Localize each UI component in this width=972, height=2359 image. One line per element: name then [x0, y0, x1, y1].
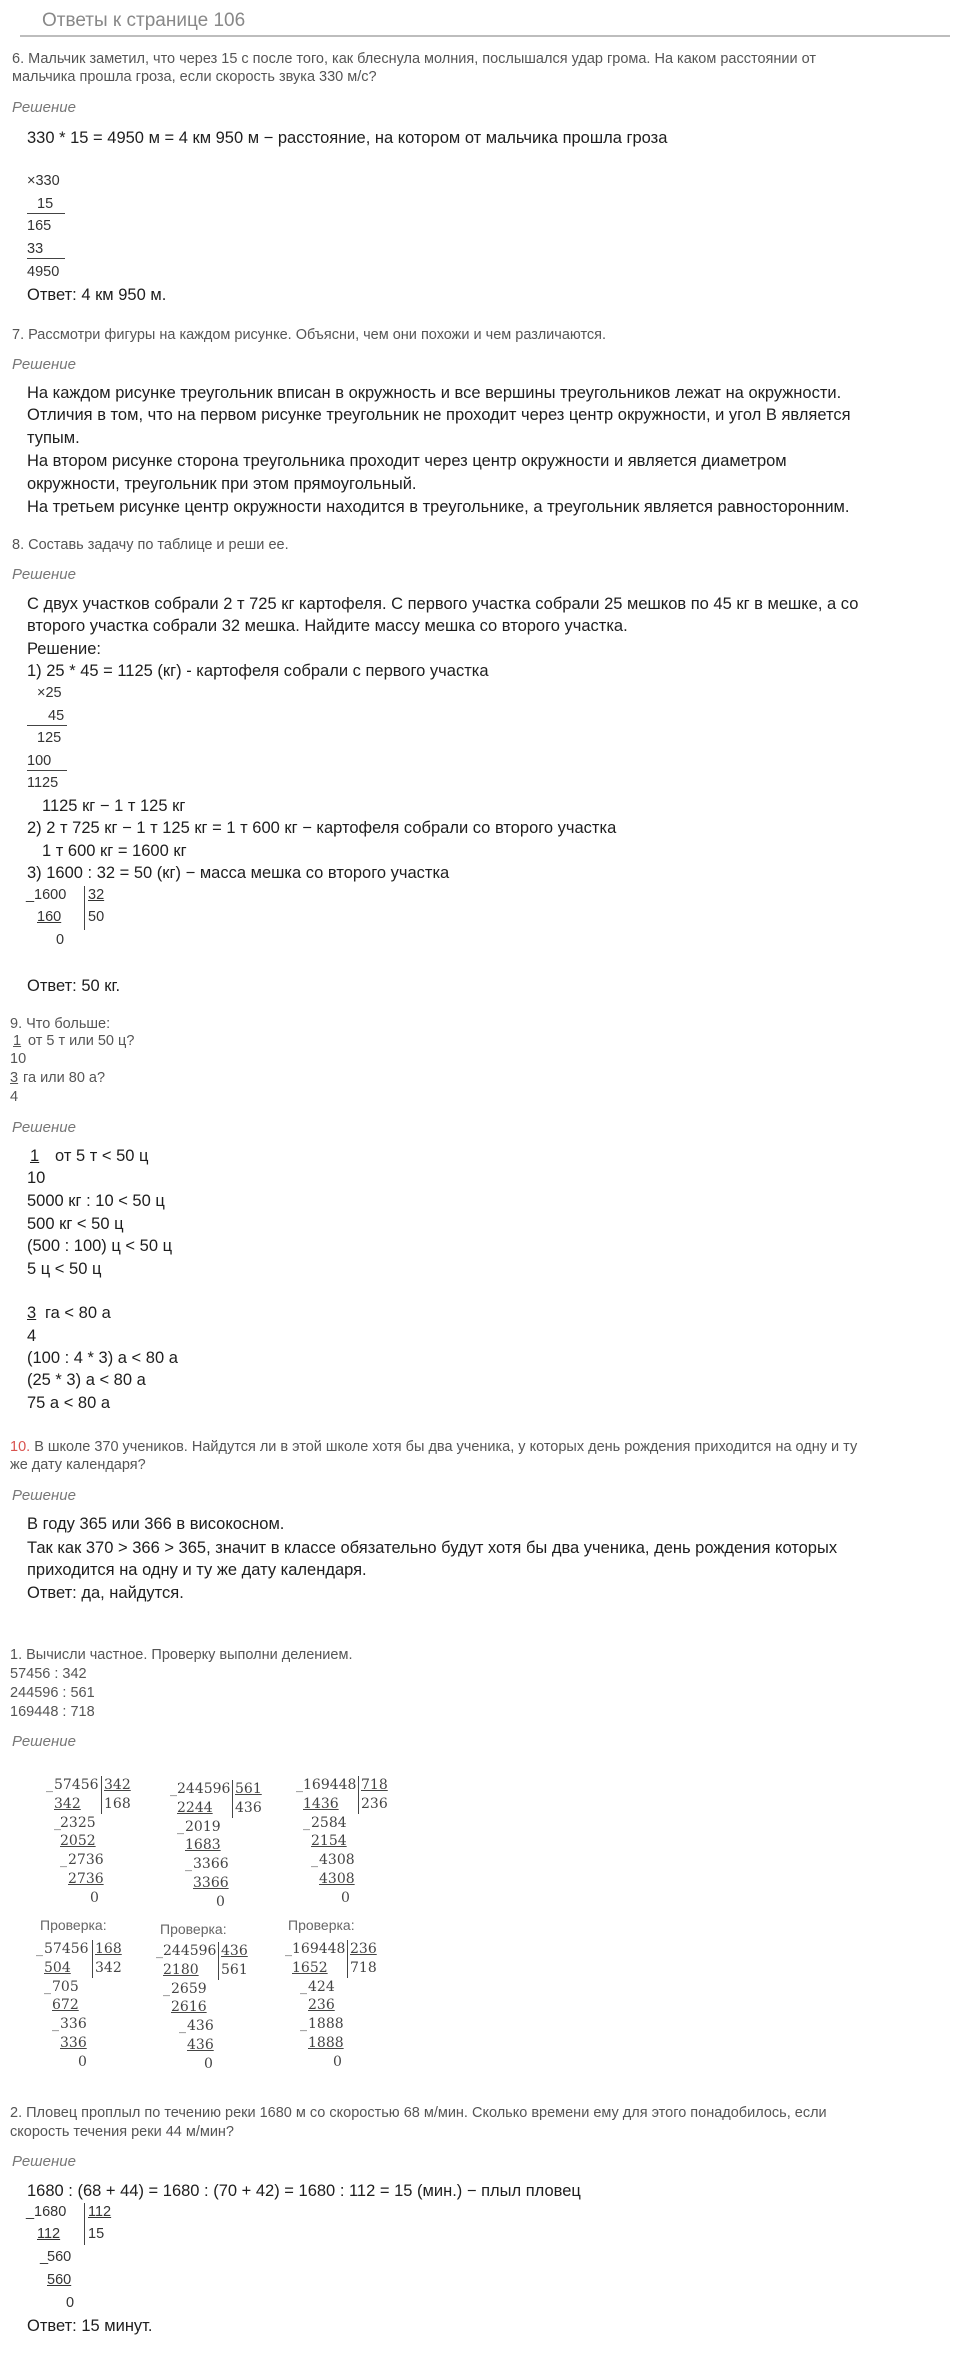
task2-solution-label: Решение [12, 2153, 76, 2170]
div1-minus2: _ [54, 1815, 61, 1831]
div1-sub2: 2052 [60, 1833, 96, 1849]
task9-q2-den: 4 [10, 1089, 19, 1105]
chk1-minus2: _ [44, 1979, 51, 1995]
task7-text-1: Отличия в том, что на первом рисунке треугольник не проходит через центр окружности, и угол B является [27, 406, 851, 424]
task2-div-quotient: 15 [88, 2226, 105, 2242]
task9-a2-line-1: (25 * 3) а < 80 а [27, 1371, 146, 1389]
task6-col-0: ×330 [27, 173, 60, 189]
task6-col-rule2 [27, 258, 65, 259]
task2-div-bar [84, 2203, 85, 2245]
check-label-3: Проверка: [288, 1917, 355, 1933]
task2-div-minus: _ [26, 2204, 35, 2220]
task8-text-3: 1) 25 * 45 = 1125 (кг) - картофеля собрали с первого участка [27, 662, 489, 680]
task10-solution-label: Решение [12, 1487, 76, 1504]
task8-div-minus: _ [26, 887, 35, 903]
div1-quotient: 168 [104, 1796, 131, 1812]
task9-q1-text: от 5 т или 50 ц? [28, 1033, 135, 1049]
div3-minus: _ [296, 1777, 303, 1793]
chk3-minus: _ [285, 1941, 292, 1957]
div2-sub2: 1683 [185, 1837, 221, 1853]
chk3-sub1: 1652 [292, 1960, 328, 1976]
task8-text2-2: 1 т 600 кг = 1600 кг [42, 842, 187, 860]
task10-text-0: В году 365 или 366 в високосном. [27, 1515, 285, 1533]
task9-a1-line-3: 5 ц < 50 ц [27, 1260, 102, 1278]
task10-text-1: Так как 370 > 366 > 365, значит в классе обязательно будут хотя бы два ученика, день рождения которых [27, 1539, 838, 1557]
task7-text-5: На третьем рисунке центр окружности находится в треугольнике, а треугольник является равносторонним. [27, 498, 850, 516]
task8-text-0: С двух участков собрали 2 т 725 кг картофеля. С первого участка собрали 25 мешков по 45 кг в мешке, а со [27, 595, 859, 613]
task6-col-3: 33 [27, 241, 44, 257]
task9-line1: 9. Что больше: [10, 1016, 111, 1032]
task2-div-sub2: 560 [47, 2272, 72, 2288]
task6-col-rule [27, 213, 65, 214]
div2-dividend: 244596 [177, 1781, 231, 1797]
task8-div-quotient: 50 [88, 909, 105, 925]
task8-line1: 8. Составь задачу по таблице и реши ее. [12, 537, 289, 553]
chk3-rem1: 424 [308, 1979, 335, 1995]
div1-sub1: 342 [54, 1796, 81, 1812]
task9-q1-den: 10 [10, 1051, 27, 1067]
task8-mult-rule [27, 725, 67, 726]
div3-minus2: _ [303, 1815, 310, 1831]
task8-mult-4: 1125 [27, 775, 59, 791]
task1-expr-2: 169448 : 718 [10, 1704, 95, 1720]
div3-minus3: _ [311, 1852, 318, 1868]
chk2-minus2: _ [163, 1981, 170, 1997]
chk1-minus: _ [36, 1941, 43, 1957]
task2-line2: скорость течения реки 44 м/мин? [10, 2124, 234, 2140]
chk2-rem1: 2659 [171, 1981, 207, 1997]
chk2-dividend: 244596 [163, 1943, 217, 1959]
task9-a1-num: 1 [30, 1147, 40, 1165]
div1-bar [101, 1776, 102, 1814]
chk3-sub2: 236 [308, 1997, 335, 2013]
task1-line1: 1. Вычисли частное. Проверку выполни делением. [10, 1647, 353, 1663]
div3-rem2: 4308 [319, 1852, 355, 1868]
div3-bar [358, 1776, 359, 1814]
div1-minus3: _ [60, 1852, 67, 1868]
chk3-divisor: 236 [350, 1941, 377, 1957]
task2-div-divisor: 112 [88, 2204, 112, 2220]
chk2-sub2: 2616 [171, 1999, 207, 2015]
task8-div-divisor: 32 [88, 887, 105, 903]
task8-mult-3: 100 [27, 753, 52, 769]
div2-rem2: 3366 [193, 1856, 229, 1872]
chk3-quotient: 718 [350, 1960, 377, 1976]
task6-main: 330 * 15 = 4950 м = 4 км 950 м − расстояние, на котором от мальчика прошла гроза [27, 129, 668, 147]
task10-line2: же дату календаря? [10, 1457, 146, 1473]
task7-line1: 7. Рассмотри фигуры на каждом рисунке. Объясни, чем они похожи и чем различаются. [12, 327, 607, 343]
task6-line1: 6. Мальчик заметил, что через 15 с после того, как блеснула молния, послышался удар грома. На каком расстоянии от [12, 51, 816, 67]
task9-a2-line-2: 75 а < 80 а [27, 1394, 111, 1412]
task9-a1-line-0: 5000 кг : 10 < 50 ц [27, 1192, 165, 1210]
check-label-2: Проверка: [160, 1921, 227, 1937]
task8-div-sub: 160 [37, 909, 62, 925]
task1-expr-0: 57456 : 342 [10, 1666, 87, 1682]
div1-minus: _ [46, 1777, 53, 1793]
chk1-sub2: 672 [52, 1997, 79, 2013]
task8-solution-label: Решение [12, 566, 76, 583]
chk3-bar [347, 1940, 348, 1978]
task8-mult-2: 125 [37, 730, 62, 746]
chk2-minus: _ [156, 1943, 163, 1959]
task10-line1-text: В школе 370 учеников. Найдутся ли в этой школе хотя бы два ученика, у которых день рождения приходится на одну и ту [30, 1439, 858, 1455]
task8-text2-1: 2) 2 т 725 кг − 1 т 125 кг = 1 т 600 кг − картофеля собрали со второго участка [27, 819, 617, 837]
task8-mult-rule2 [27, 770, 67, 771]
chk1-dividend: 57456 [44, 1941, 89, 1957]
task10-text-2: приходится на одну и ту же дату календаря. [27, 1561, 367, 1579]
task1-solution-label: Решение [12, 1733, 76, 1750]
task2-div-minus2: _ [40, 2249, 49, 2265]
task8-text2-0: 1125 кг − 1 т 125 кг [42, 797, 186, 815]
div3-rem1: 2584 [311, 1815, 347, 1831]
div3-quotient: 236 [361, 1796, 388, 1812]
chk3-rem2: 1888 [308, 2016, 344, 2032]
chk2-divisor: 436 [221, 1943, 248, 1959]
task9-a1-den: 10 [27, 1169, 46, 1187]
task9-q2-text: га или 80 а? [23, 1070, 106, 1086]
div3-sub3: 4308 [319, 1871, 355, 1887]
div1-sub3: 2736 [68, 1871, 104, 1887]
chk1-rem1: 705 [52, 1979, 79, 1995]
chk2-minus3: _ [179, 2018, 186, 2034]
chk2-rest: 0 [204, 2056, 213, 2072]
div1-dividend: 57456 [54, 1777, 99, 1793]
task8-div-rest: 0 [56, 932, 65, 948]
task2-answer: Ответ: 15 минут. [27, 2317, 153, 2335]
task7-solution-label: Решение [12, 356, 76, 373]
task10-line1 [10, 1440, 857, 1455]
div1-rest: 0 [90, 1890, 99, 1906]
task2-div-rem1: 560 [47, 2249, 72, 2265]
div2-minus3: _ [185, 1856, 192, 1872]
div2-sub1: 2244 [177, 1800, 213, 1816]
chk2-bar [218, 1942, 219, 1980]
chk1-sub1: 504 [44, 1960, 71, 1976]
task9-a1-text: от 5 т < 50 ц [55, 1147, 149, 1165]
title-divider [20, 35, 950, 37]
chk3-sub3: 1888 [308, 2035, 344, 2051]
div3-divisor: 718 [361, 1777, 388, 1793]
chk3-dividend: 169448 [292, 1941, 346, 1957]
div1-divisor: 342 [104, 1777, 131, 1793]
task10-number: 10. [10, 1439, 31, 1455]
task6-line2: мальчика прошла гроза, если скорость звука 330 м/с? [12, 69, 377, 85]
task8-div-bar [84, 886, 85, 930]
task9-a1-line-2: (500 : 100) ц < 50 ц [27, 1237, 173, 1255]
task10-text-3: Ответ: да, найдутся. [27, 1584, 184, 1602]
div2-sub3: 3366 [193, 1875, 229, 1891]
task2-div-dividend: 1680 [34, 2204, 67, 2220]
chk3-minus2: _ [300, 1979, 307, 1995]
chk2-sub3: 436 [187, 2037, 214, 2053]
task1-expr-1: 244596 : 561 [10, 1685, 95, 1701]
task8-mult-1: 45 [48, 708, 65, 724]
task6-col-4: 4950 [27, 264, 60, 280]
chk3-minus3: _ [300, 2016, 307, 2032]
chk3-rest: 0 [333, 2054, 342, 2070]
div1-rem2: 2736 [68, 1852, 104, 1868]
task2-main: 1680 : (68 + 44) = 1680 : (70 + 42) = 1680 : 112 = 15 (мин.) − плыл пловец [27, 2182, 581, 2200]
task9-a1-line-1: 500 кг < 50 ц [27, 1215, 124, 1233]
task8-text-1: второго участка собрали 32 мешка. Найдите массу мешка со второго участка. [27, 617, 628, 635]
task7-text-0: На каждом рисунке треугольник вписан в окружность и все вершины треугольников лежат на окружности. [27, 384, 842, 402]
div2-minus: _ [170, 1781, 177, 1797]
task9-a2-num: 3 [27, 1304, 37, 1322]
task8-answer: Ответ: 50 кг. [27, 977, 121, 995]
task8-mult-0: ×25 [37, 685, 62, 701]
task9-q2-num: 3 [10, 1070, 19, 1086]
div2-rest: 0 [216, 1894, 225, 1910]
chk1-rem2: 336 [60, 2016, 87, 2032]
page-title: Ответы к странице 106 [42, 10, 246, 31]
task2-div-sub1: 112 [37, 2226, 61, 2242]
chk1-rest: 0 [78, 2054, 87, 2070]
task7-text-4: окружности, треугольник при этом прямоугольный. [27, 475, 417, 493]
chk1-bar [92, 1940, 93, 1978]
chk2-quotient: 561 [221, 1962, 248, 1978]
check-label-1: Проверка: [40, 1917, 107, 1933]
chk1-quotient: 342 [95, 1960, 122, 1976]
div2-rem1: 2019 [185, 1819, 221, 1835]
div2-divisor: 561 [235, 1781, 262, 1797]
div3-dividend: 169448 [303, 1777, 357, 1793]
div2-quotient: 436 [235, 1800, 262, 1816]
task9-a2-line-0: (100 : 4 * 3) а < 80 а [27, 1349, 178, 1367]
task6-col-2: 165 [27, 218, 52, 234]
task8-text2-3: 3) 1600 : 32 = 50 (кг) − масса мешка со второго участка [27, 864, 450, 882]
task7-text-3: На втором рисунке сторона треугольника проходит через центр окружности и является диаметром [27, 452, 787, 470]
div1-rem1: 2325 [60, 1815, 96, 1831]
div2-bar [232, 1780, 233, 1818]
div3-sub2: 2154 [311, 1833, 347, 1849]
task9-q1-num: 1 [13, 1033, 22, 1049]
task9-a2-text: га < 80 а [45, 1304, 111, 1322]
div3-sub1: 1436 [303, 1796, 339, 1812]
task6-solution-label: Решение [12, 99, 76, 116]
chk2-rem2: 436 [187, 2018, 214, 2034]
div3-rest: 0 [341, 1890, 350, 1906]
task8-div-dividend: 1600 [34, 887, 67, 903]
task9-solution-label: Решение [12, 1119, 76, 1136]
task8-text-2: Решение: [27, 640, 101, 658]
task7-text-2: тупым. [27, 429, 80, 447]
chk2-sub1: 2180 [163, 1962, 199, 1978]
task2-line1: 2. Пловец проплыл по течению реки 1680 м со скоростью 68 м/мин. Сколько времени ему для этого понадобилось, если [10, 2105, 827, 2121]
task9-a2-den: 4 [27, 1327, 37, 1345]
div2-minus2: _ [177, 1819, 184, 1835]
task6-col-1: 15 [37, 196, 54, 212]
task6-answer: Ответ: 4 км 950 м. [27, 286, 167, 304]
task2-div-rest: 0 [66, 2295, 75, 2311]
chk1-sub3: 336 [60, 2035, 87, 2051]
chk1-divisor: 168 [95, 1941, 122, 1957]
chk1-minus3: _ [52, 2016, 59, 2032]
